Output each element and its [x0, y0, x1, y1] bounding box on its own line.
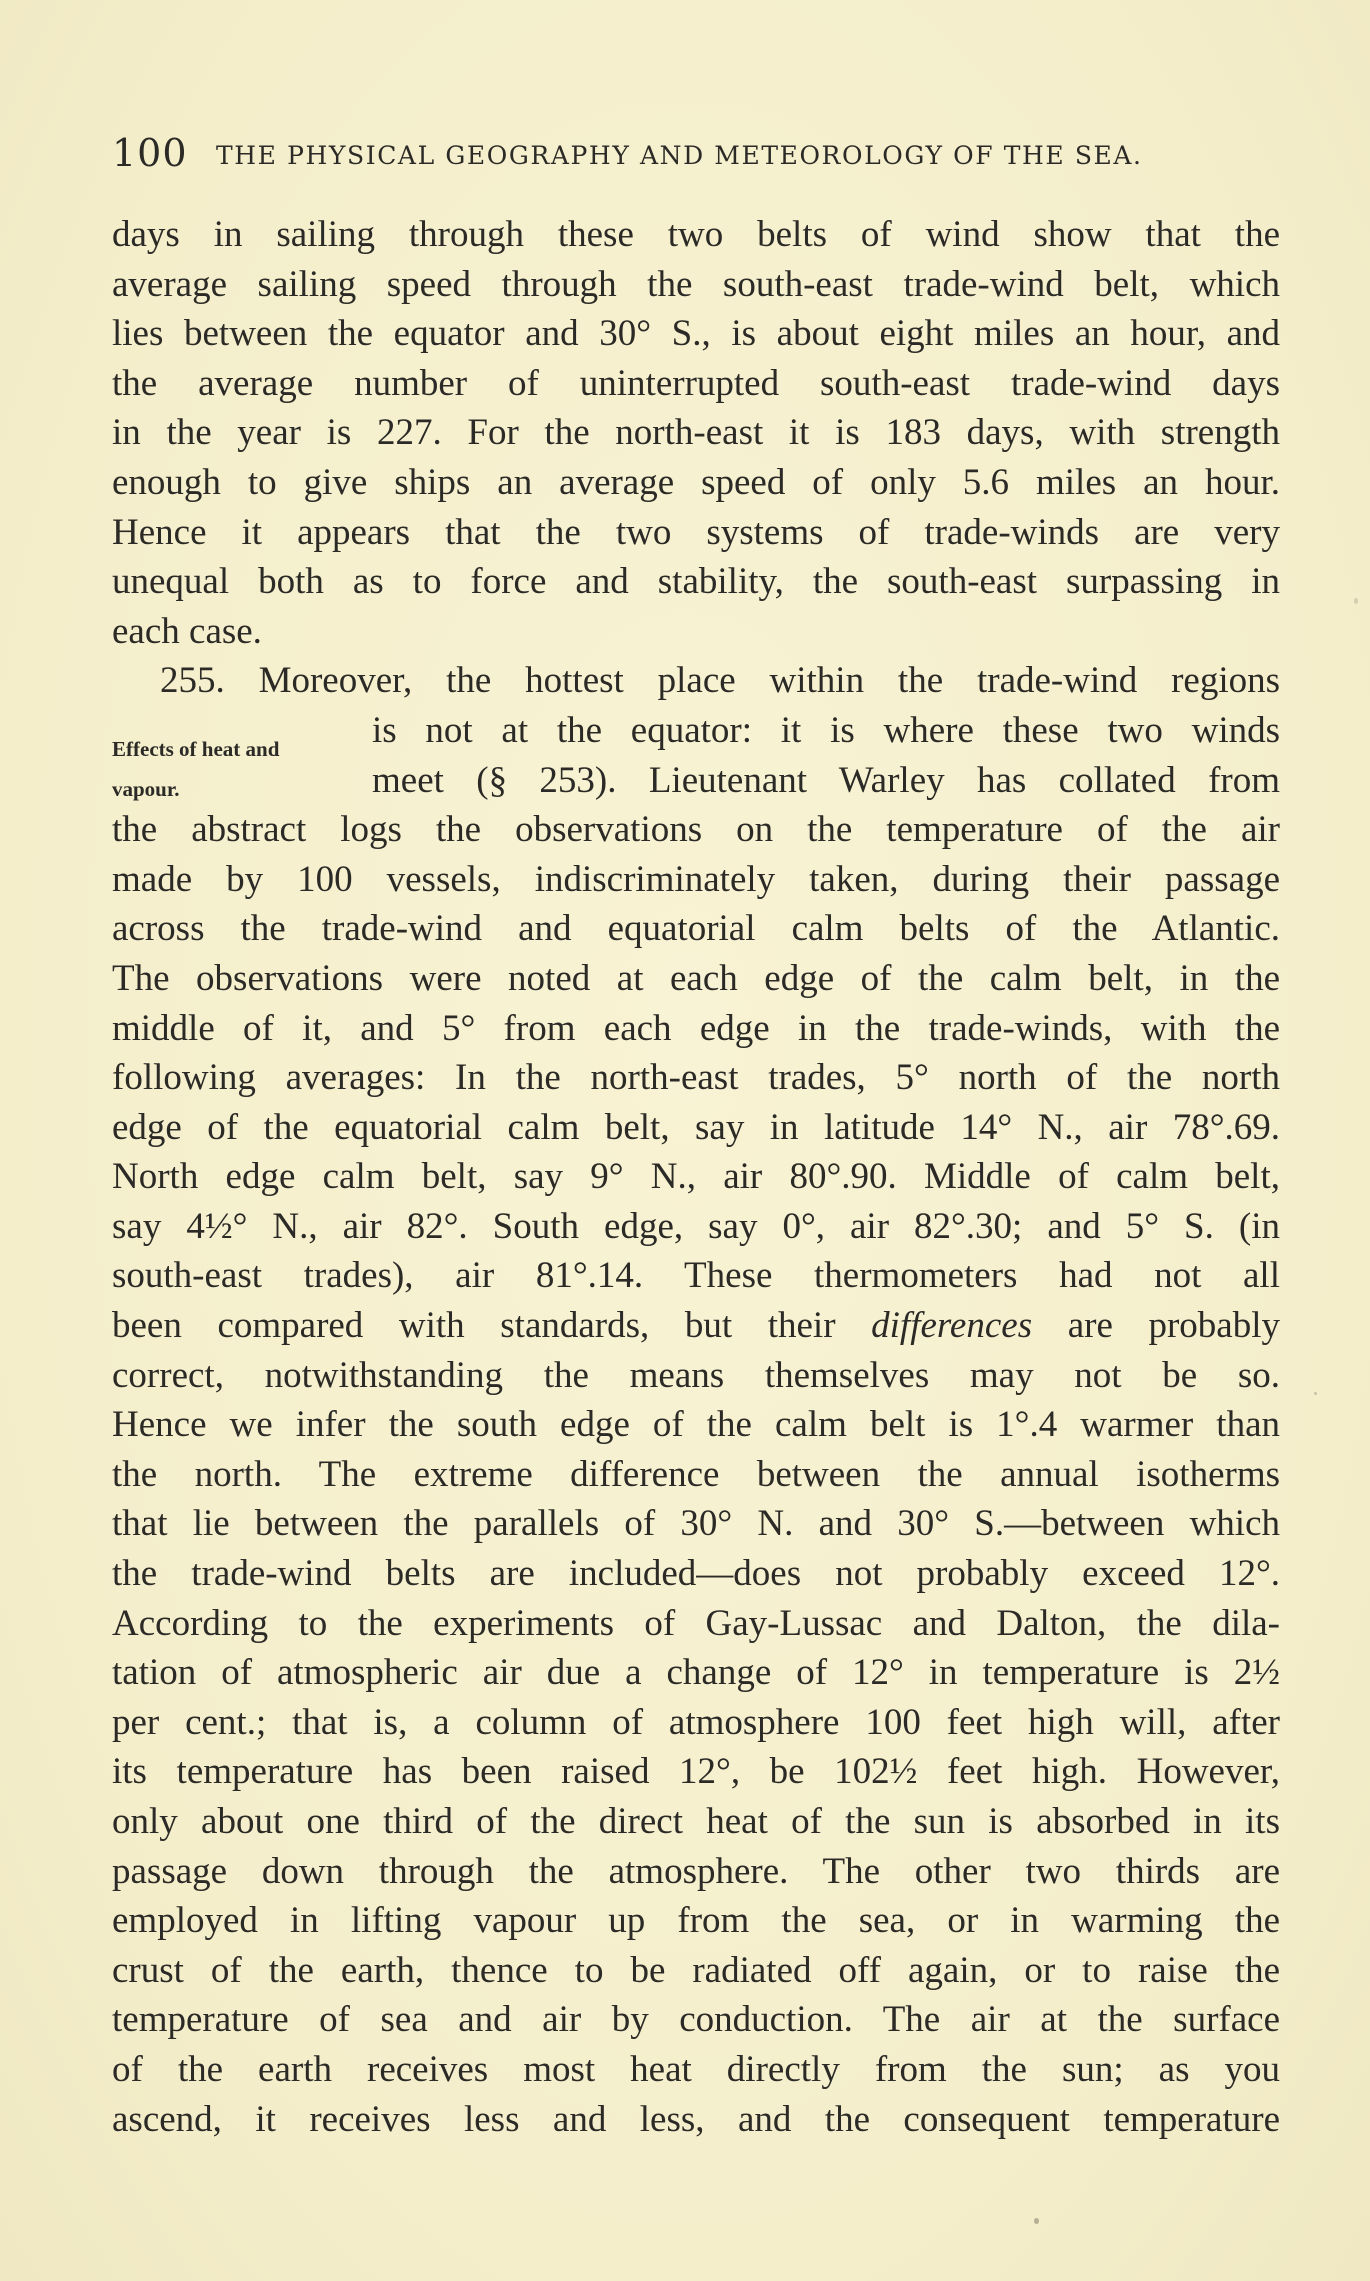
- paper-speck: [1314, 1392, 1317, 1395]
- text-line: south-east trades), air 81°.14. These thermometers had not all: [112, 1255, 1280, 1297]
- text-line: in the year is 227. For the north-east it is 183 days, with strength: [112, 412, 1280, 454]
- text-line: Hence it appears that the two systems of trade-winds are very: [112, 511, 1280, 553]
- text-line: Hence we infer the south edge of the calm belt is 1°.4 warmer than: [112, 1404, 1280, 1446]
- text-line: only about one third of the direct heat of the sun is absorbed in its: [112, 1801, 1280, 1842]
- paragraph-255-first-line: 255. Moreover, the hottest place within the trade-wind regions: [160, 660, 1280, 702]
- text-line: average sailing speed through the south-east trade-wind belt, which: [112, 263, 1280, 305]
- text-line: North edge calm belt, say 9° N., air 80°.90. Middle of calm belt,: [112, 1156, 1280, 1198]
- text-line: temperature of sea and air by conduction. The air at the surface: [112, 1999, 1280, 2041]
- text-segment: been compared with standards, but their: [112, 1305, 836, 1347]
- text-line: the abstract logs the observations on the temperature of the air: [112, 809, 1280, 851]
- text-line: unequal both as to force and stability, the south-east surpassing in: [112, 561, 1280, 603]
- running-title: THE PHYSICAL GEOGRAPHY AND METEOROLOGY OF THE SEA.: [216, 141, 1143, 170]
- italic-word-differences: differences: [871, 1305, 1033, 1347]
- body-text: [112, 210, 1280, 2144]
- text-line: meet (§ 253). Lieutenant Warley has collated from: [372, 759, 1280, 801]
- text-line: passage down through the atmosphere. The other two thirds are: [112, 1850, 1280, 1892]
- text-line: say 4½° N., air 82°. South edge, say 0°, air 82°.30; and 5° S. (in: [112, 1205, 1280, 1247]
- margin-note-line: Effects of heat and: [112, 737, 280, 761]
- text-line-with-italic: [112, 1301, 1280, 1351]
- page-header: [112, 128, 1262, 178]
- text-line: following averages: In the north-east trades, 5° north of the north: [112, 1057, 1280, 1099]
- page-number: 100: [112, 131, 188, 175]
- text-line: edge of the equatorial calm belt, say in latitude 14° N., air 78°.69.: [112, 1106, 1280, 1148]
- text-line: employed in lifting vapour up from the sea, or in warming the: [112, 1900, 1280, 1942]
- text-line: is not at the equator: it is where these two winds: [372, 709, 1280, 751]
- text-line: that lie between the parallels of 30° N. and 30° S.—between which: [112, 1503, 1280, 1545]
- text-line: crust of the earth, thence to be radiated off again, or to raise the: [112, 1949, 1280, 1991]
- margin-note-line: vapour.: [112, 777, 180, 801]
- text-line: per cent.; that is, a column of atmosphere 100 feet high will, after: [112, 1701, 1280, 1743]
- text-line: correct, notwithstanding the means themselves may not be so.: [112, 1354, 1280, 1396]
- paper-speck: [1034, 2218, 1039, 2224]
- text-line: the average number of uninterrupted south-east trade-wind days: [112, 362, 1280, 404]
- text-line: its temperature has been raised 12°, be 102½ feet high. However,: [112, 1751, 1280, 1793]
- text-line: across the trade-wind and equatorial calm belts of the Atlantic.: [112, 908, 1280, 950]
- text-line: According to the experiments of Gay-Lussac and Dalton, the dila-: [112, 1602, 1280, 1644]
- text-line: made by 100 vessels, indiscriminately taken, during their passage: [112, 858, 1280, 900]
- text-line: each case.: [112, 610, 262, 652]
- text-segment: are probably: [1067, 1305, 1280, 1347]
- paper-speck: [1354, 598, 1358, 604]
- text-line: middle of it, and 5° from each edge in the trade-winds, with the: [112, 1007, 1280, 1049]
- text-line: days in sailing through these two belts of wind show that the: [112, 214, 1280, 255]
- text-line: the north. The extreme difference between the annual isotherms: [112, 1453, 1280, 1495]
- text-line: The observations were noted at each edge of the calm belt, in the: [112, 957, 1280, 999]
- text-line: of the earth receives most heat directly from the sun; as you: [112, 2048, 1280, 2090]
- text-line: tation of atmospheric air due a change of 12° in temperature is 2½: [112, 1652, 1280, 1694]
- text-line: ascend, it receives less and less, and the consequent temperature: [112, 2098, 1280, 2140]
- text-line: the trade-wind belts are included—does not probably exceed 12°.: [112, 1553, 1280, 1595]
- text-line: lies between the equator and 30° S., is about eight miles an hour, and: [112, 313, 1280, 355]
- text-line: enough to give ships an average speed of only 5.6 miles an hour.: [112, 461, 1280, 503]
